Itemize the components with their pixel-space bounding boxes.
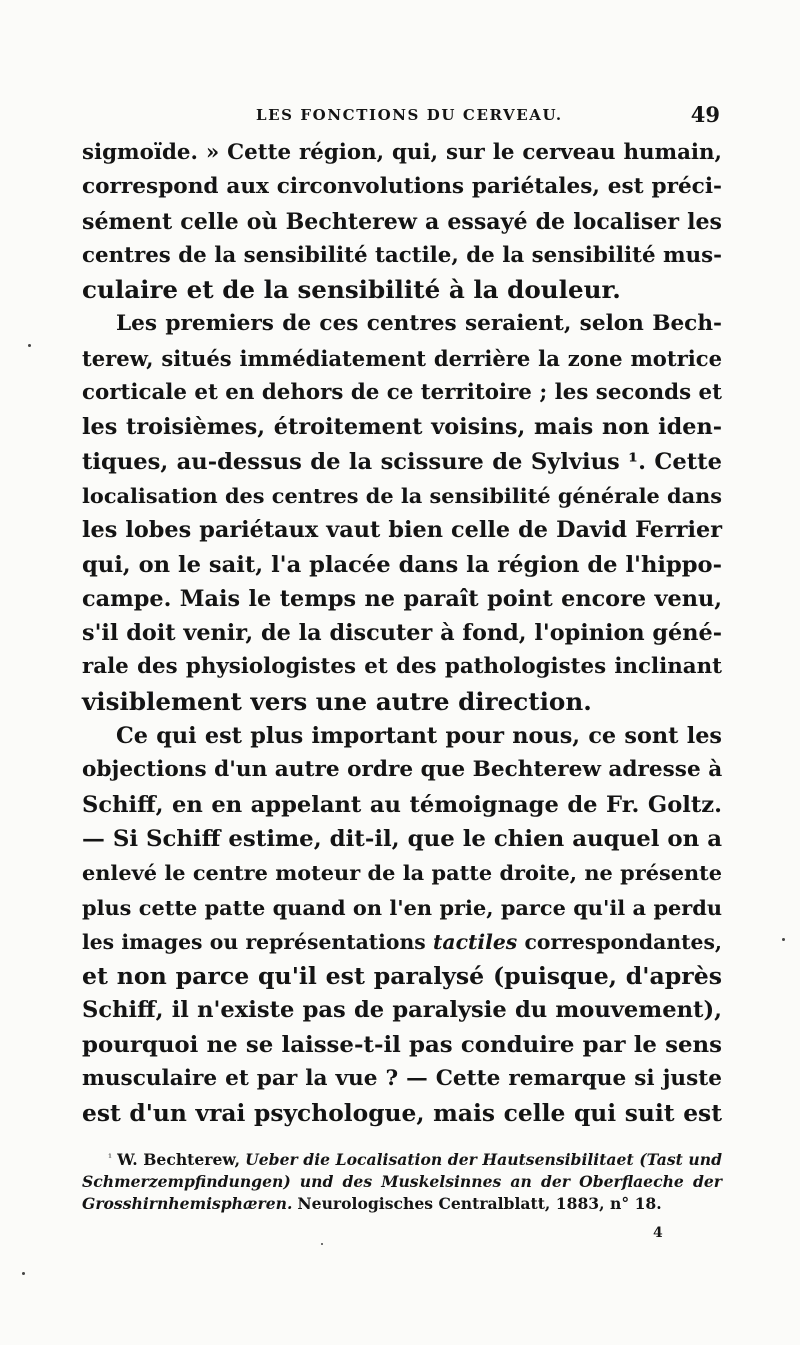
text-line: qui, on le sait, l'a placée dans la région de l'hippo- (82, 551, 722, 578)
text-line: Schiff, en en appelant au témoignage de Fr. Goltz. (82, 791, 722, 818)
text-line: corticale et en dehors de ce territoire ; les seconds et (82, 380, 722, 406)
running-head: LES FONCTIONS DU CERVEAU. (256, 106, 563, 124)
paragraph-1 (82, 136, 722, 307)
text-line: plus cette patte quand on l'en prie, parce qu'il a perdu (82, 894, 722, 920)
footnote-title: Ueber die Localisation der Hautsensibilitaet (Tast und (245, 1150, 722, 1169)
text-line: terew, situés immédiatement derrière la zone motrice (82, 345, 722, 371)
text-line: sigmoïde. » Cette région, qui, sur le cerveau humain, (82, 140, 722, 165)
text-segment: les images ou représentations (82, 929, 434, 954)
text-line: visiblement vers une autre direction. (82, 686, 592, 716)
print-speck (321, 1243, 323, 1245)
text-line: Les premiers de ces centres seraient, selon Bech- (116, 311, 722, 337)
footnote-line (82, 1171, 722, 1193)
footnote-line (82, 1193, 722, 1215)
italic-word: tactiles (433, 929, 518, 954)
text-line: objections d'un autre ordre que Bechterew adresse à (82, 757, 723, 783)
text-line: rale des physiologistes et des pathologistes inclinant (82, 654, 722, 680)
page-header (84, 102, 720, 128)
text-line: est d'un vrai psychologue, mais celle qui suit est (82, 1099, 722, 1128)
footnote-title: Grosshirnhemisphæren. (82, 1194, 293, 1213)
text-line: Ce qui est plus important pour nous, ce sont les (116, 723, 722, 750)
body-text (82, 136, 722, 1131)
footnote-journal: Neurologisches Centralblatt, 1883, n° 18. (297, 1194, 662, 1213)
text-line: pourquoi ne se laisse-t-il pas conduire par le sens (82, 1031, 722, 1058)
text-line: — Si Schiff estime, dit-il, que le chien auquel on a (82, 825, 722, 852)
text-line: musculaire et par la vue ? — Cette remarque si juste (82, 1066, 722, 1092)
text-line: les lobes pariétaux vaut bien celle de David Ferrier (82, 517, 722, 544)
text-segment: correspondantes, (517, 929, 722, 954)
print-speck (22, 1272, 25, 1275)
text-line: sément celle où Bechterew a essayé de localiser les (82, 208, 722, 235)
text-line: Schiff, il n'existe pas de paralysie du mouvement), (82, 997, 722, 1024)
text-line-with-italic (82, 925, 722, 959)
footnote-marker: ¹ (108, 1153, 113, 1164)
footnote-title: Schmerzempfindungen) und des Muskelsinnes an der Oberflaeche der (82, 1172, 722, 1191)
text-line: les troisièmes, étroitement voisins, mais non iden- (82, 414, 722, 441)
footnote-line (82, 1148, 722, 1171)
page-number: 49 (690, 102, 720, 127)
text-line: correspond aux circonvolutions pariétales, est préci- (82, 174, 722, 200)
print-speck (28, 344, 31, 347)
text-line: tiques, au-dessus de la scissure de Sylvius ¹. Cette (82, 448, 722, 475)
text-line: centres de la sensibilité tactile, de la sensibilité mus- (82, 242, 722, 268)
paragraph-3 (82, 719, 722, 1131)
text-line: culaire et de la sensibilité à la douleur. (82, 275, 621, 305)
footnote-author: W. Bechterew, (117, 1150, 241, 1169)
text-line: campe. Mais le temps ne paraît point encore venu, (82, 585, 722, 612)
text-line: s'il doit venir, de la discuter à fond, l'opinion géné- (82, 620, 722, 647)
text-line: enlevé le centre moteur de la patte droite, ne présente (82, 860, 722, 886)
paragraph-2 (82, 307, 722, 719)
text-line: localisation des centres de la sensibilité générale dans (82, 482, 722, 508)
footnote (82, 1148, 722, 1215)
signature-mark: 4 (653, 1225, 663, 1241)
print-speck (782, 938, 785, 941)
text-line: et non parce qu'il est paralysé (puisque, d'après (82, 962, 722, 991)
